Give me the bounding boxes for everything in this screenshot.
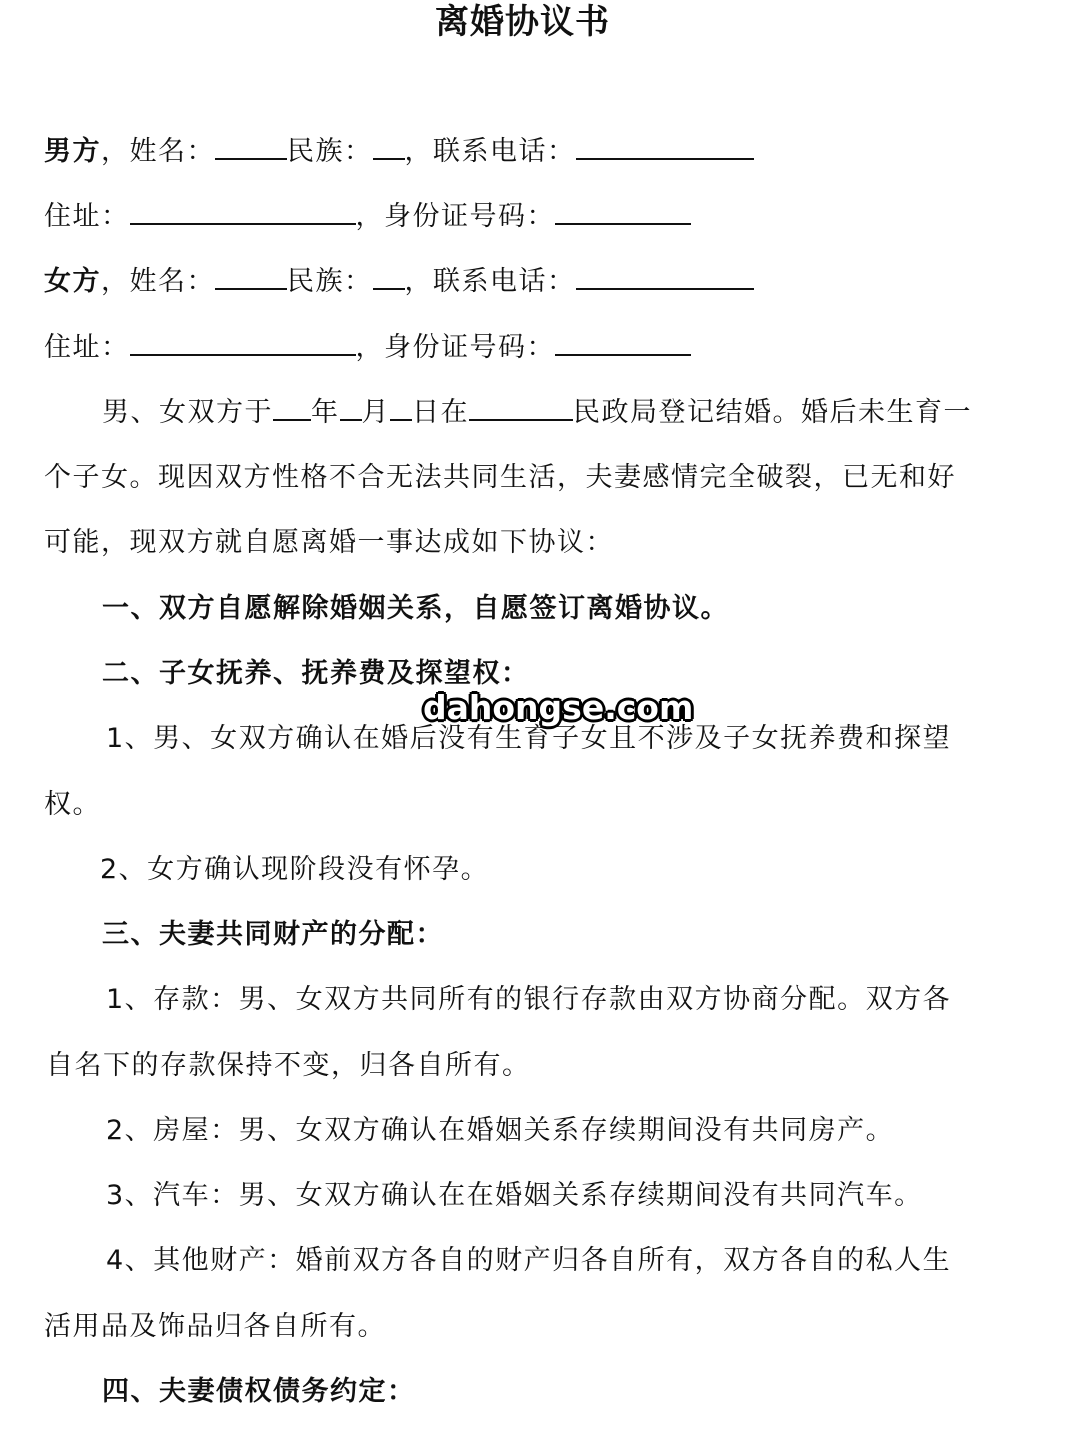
section-3-item-1-line-2: 自名下的存款保持不变，归各自所有。 xyxy=(46,1050,531,1081)
section-4-heading: 四、夫妻债权债务约定： xyxy=(102,1376,416,1407)
intro-line-2: 个子女。现因双方性格不合无法共同生活，夫妻感情完全破裂，已无和好 xyxy=(44,462,956,493)
female-phone-label: ，联系电话： xyxy=(404,266,576,297)
female-address-line xyxy=(44,328,691,368)
female-name-label: ，姓名： xyxy=(101,266,215,297)
year-blank xyxy=(273,393,311,421)
section-2-item-1-line-1: 1、男、女双方确认在婚后没有生育子女且不涉及子女抚养费和探望 xyxy=(106,723,952,754)
day-blank xyxy=(390,393,412,421)
male-address-label: 住址： xyxy=(44,201,130,232)
section-2-heading: 二、子女抚养、抚养费及探望权： xyxy=(102,658,530,689)
intro-line-1 xyxy=(102,393,972,433)
male-phone-blank xyxy=(576,132,754,160)
male-address-blank xyxy=(130,197,356,225)
male-party-label: 男方 xyxy=(44,136,101,167)
male-phone-label: ，联系电话： xyxy=(404,136,576,167)
female-address-blank xyxy=(130,328,356,356)
male-ethnicity-label: 民族： xyxy=(287,136,373,167)
male-name-label: ，姓名： xyxy=(101,136,215,167)
intro-line-3: 可能，现双方就自愿离婚一事达成如下协议： xyxy=(44,527,614,558)
intro-text-1: 男、女双方于 xyxy=(102,397,273,428)
male-info-line xyxy=(44,132,754,172)
section-3-item-4-line-2: 活用品及饰品归各自所有。 xyxy=(44,1311,386,1342)
female-id-blank xyxy=(555,328,691,356)
male-ethnicity-blank xyxy=(373,132,405,160)
female-id-label: ，身份证号码： xyxy=(355,332,555,363)
male-id-blank xyxy=(555,197,691,225)
section-1-heading: 一、双方自愿解除婚姻关系，自愿签订离婚协议。 xyxy=(102,593,729,624)
intro-month: 月 xyxy=(361,397,390,428)
female-party-label: 女方 xyxy=(44,266,101,297)
watermark-text: dahongse.com xyxy=(423,688,694,727)
female-phone-blank xyxy=(576,262,754,290)
female-info-line xyxy=(44,262,754,302)
female-ethnicity-label: 民族： xyxy=(287,266,373,297)
female-name-blank xyxy=(215,262,287,290)
section-3-item-2: 2、房屋：男、女双方确认在婚姻关系存续期间没有共同房产。 xyxy=(106,1115,895,1146)
intro-day-at: 日在 xyxy=(412,397,469,428)
male-id-label: ，身份证号码： xyxy=(355,201,555,232)
section-3-heading: 三、夫妻共同财产的分配： xyxy=(102,919,444,950)
section-2-item-2: 2、女方确认现阶段没有怀孕。 xyxy=(100,854,490,885)
intro-text-2: 民政局登记结婚。婚后未生育一 xyxy=(573,397,972,428)
female-ethnicity-blank xyxy=(373,262,405,290)
document-title: 离婚协议书 xyxy=(435,2,610,42)
section-3-item-4-line-1: 4、其他财产：婚前双方各自的财产归各自所有，双方各自的私人生 xyxy=(106,1245,952,1276)
section-3-item-1-line-1: 1、存款：男、女双方共同所有的银行存款由双方协商分配。双方各 xyxy=(106,984,952,1015)
male-address-line xyxy=(44,197,691,237)
section-3-item-3: 3、汽车：男、女双方确认在在婚姻关系存续期间没有共同汽车。 xyxy=(106,1180,923,1211)
bureau-blank xyxy=(469,393,573,421)
intro-year: 年 xyxy=(311,397,340,428)
month-blank xyxy=(340,393,362,421)
section-2-item-1-line-2: 权。 xyxy=(44,789,101,820)
female-address-label: 住址： xyxy=(44,332,130,363)
male-name-blank xyxy=(215,132,287,160)
